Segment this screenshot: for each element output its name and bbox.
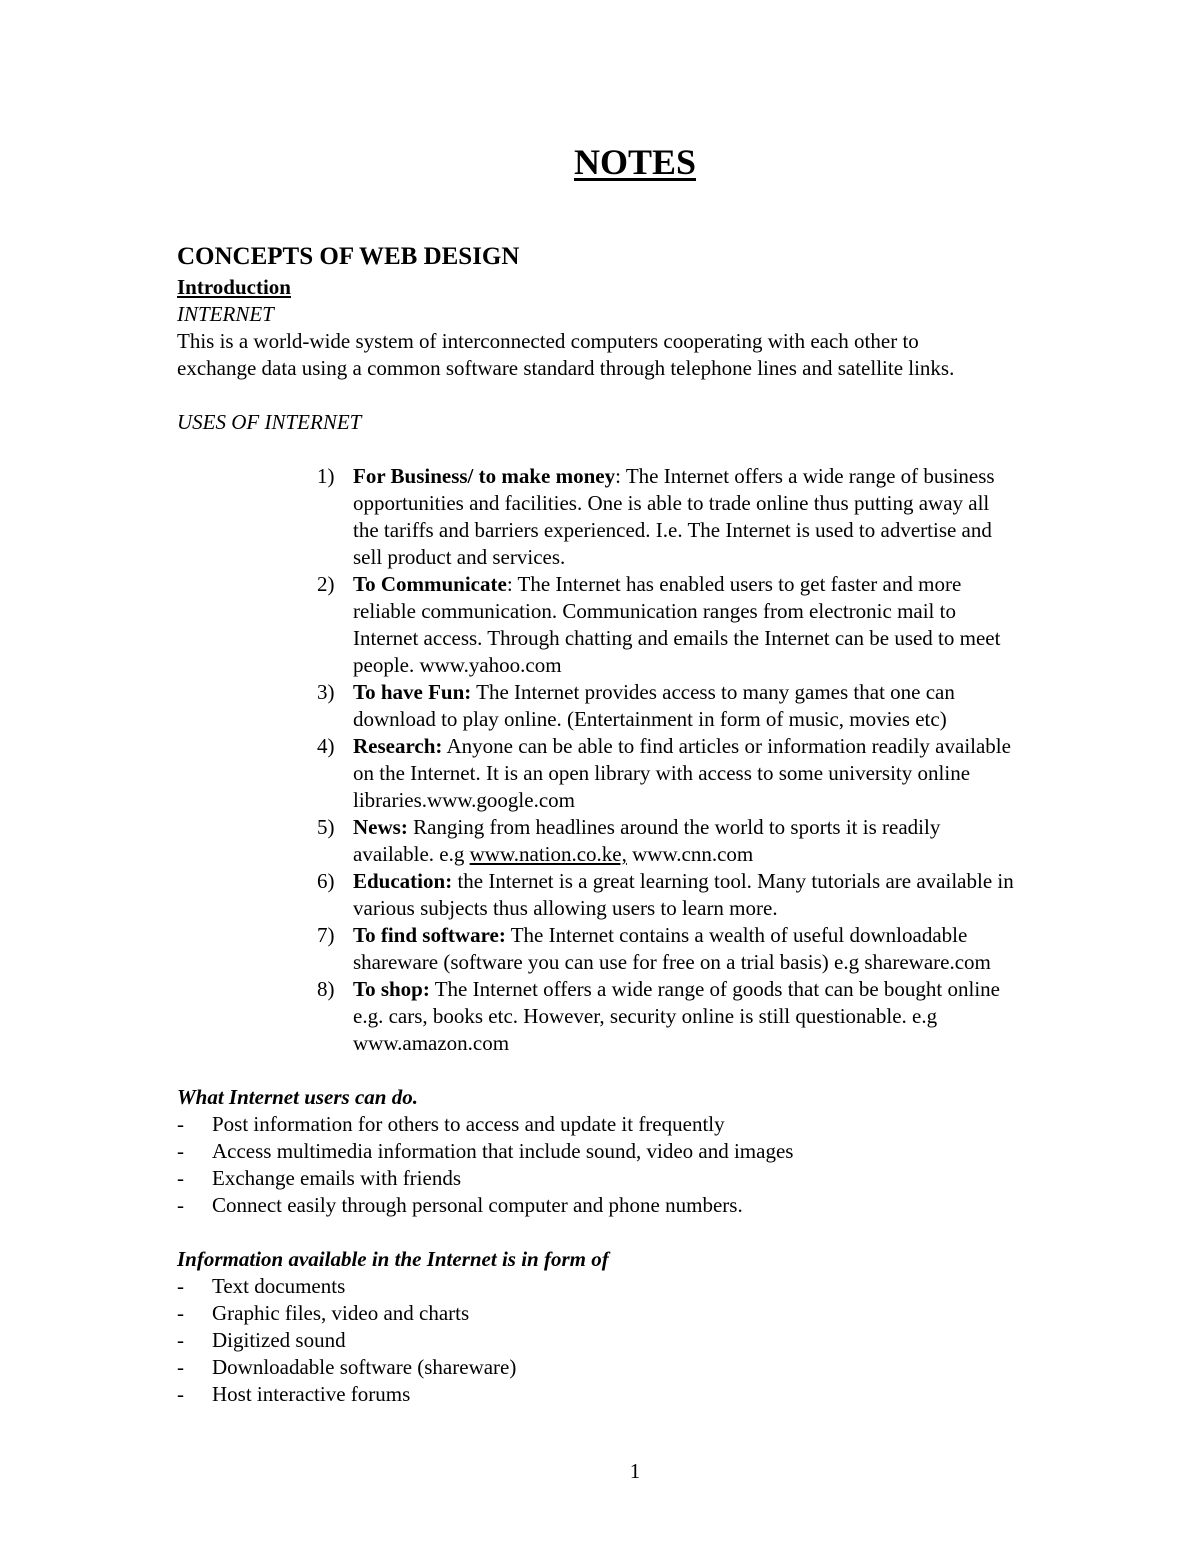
list-item [317, 922, 1097, 976]
list-text: Digitized sound [212, 1328, 346, 1352]
internet-heading: INTERNET [177, 302, 274, 326]
uses-heading: USES OF INTERNET [177, 410, 362, 434]
internet-definition-line-2: exchange data using a common software standard through telephone lines and satellite links. [177, 356, 955, 380]
spacer [177, 436, 1117, 463]
list-number: 8) [317, 977, 335, 1001]
list-text: Ranging from headlines around the world to sports it is readily [407, 815, 941, 839]
list-item [177, 1165, 1117, 1192]
list-term: To find software: [353, 923, 506, 947]
list-term-separator: : [615, 464, 621, 488]
list-number: 7) [317, 923, 335, 947]
spacer [177, 1219, 1117, 1246]
list-number: 2) [317, 572, 335, 596]
info-list [177, 1273, 1117, 1408]
page-number: 1 [629, 1459, 641, 1483]
list-item [317, 679, 1097, 733]
list-text: Internet access. Through chatting and emails the Internet can be used to meet [353, 626, 1001, 650]
list-item [177, 1273, 1117, 1300]
uses-list [317, 463, 1097, 1057]
list-number: 6) [317, 869, 335, 893]
list-number: 5) [317, 815, 335, 839]
list-text: Downloadable software (shareware) [212, 1355, 517, 1379]
intro-heading: Introduction [177, 275, 291, 299]
list-item [317, 571, 1097, 679]
list-text: Access multimedia information that include sound, video and images [212, 1139, 794, 1163]
list-term: To have Fun: [353, 680, 472, 704]
list-item [317, 733, 1097, 814]
internet-definition-line-1: This is a world-wide system of interconnected computers cooperating with each other to [177, 329, 919, 353]
list-text: The Internet offers a wide range of goods that can be bought online [429, 977, 1000, 1001]
dash-bullet: - [177, 1355, 184, 1379]
list-item [177, 1354, 1117, 1381]
document-content [177, 240, 1117, 1408]
news-link[interactable]: www.nation.co.ke, [469, 842, 627, 866]
list-text: The Internet has enabled users to get faster and more [512, 572, 962, 596]
list-text: Post information for others to access and update it frequently [212, 1112, 725, 1136]
dash-bullet: - [177, 1193, 184, 1217]
list-text: Connect easily through personal computer and phone numbers. [212, 1193, 743, 1217]
dash-bullet: - [177, 1166, 184, 1190]
spacer [177, 382, 1117, 409]
dash-bullet: - [177, 1112, 184, 1136]
list-number: 3) [317, 680, 335, 704]
dash-bullet: - [177, 1274, 184, 1298]
list-term: Research: [353, 734, 443, 758]
list-text: Exchange emails with friends [212, 1166, 462, 1190]
list-text: the Internet is a great learning tool. Many tutorials are available in [452, 869, 1014, 893]
list-text: opportunities and facilities. One is able to trade online thus putting away all [353, 491, 990, 515]
list-text: Anyone can be able to find articles or information readily available [442, 734, 1011, 758]
spacer [177, 1057, 1117, 1084]
list-term: Education: [353, 869, 453, 893]
list-item [177, 1381, 1117, 1408]
list-text: Graphic files, video and charts [212, 1301, 470, 1325]
list-item [317, 868, 1097, 922]
info-heading: Information available in the Internet is in form of [177, 1247, 609, 1271]
users-list [177, 1111, 1117, 1219]
list-text: The Internet contains a wealth of useful downloadable [505, 923, 968, 947]
list-item [317, 463, 1097, 571]
dash-bullet: - [177, 1139, 184, 1163]
list-term: For Business/ to make money [353, 464, 616, 488]
list-text: Host interactive forums [212, 1382, 411, 1406]
list-text: e.g. cars, books etc. However, security online is still questionable. e.g [353, 1004, 938, 1028]
list-text: reliable communication. Communication ranges from electronic mail to [353, 599, 956, 623]
list-text: www.cnn.com [626, 842, 754, 866]
page-title: NOTES [573, 142, 697, 182]
list-text: people. www.yahoo.com [353, 653, 562, 677]
list-text: libraries.www.google.com [353, 788, 575, 812]
list-text: The Internet provides access to many games that one can [471, 680, 955, 704]
list-text: shareware (software you can use for free on a trial basis) e.g shareware.com [353, 950, 991, 974]
list-text: available. e.g [353, 842, 470, 866]
list-term: News: [353, 815, 408, 839]
list-item [177, 1111, 1117, 1138]
list-text: various subjects thus allowing users to learn more. [353, 896, 778, 920]
list-text: the tariffs and barriers experienced. I.e. The Internet is used to advertise and [353, 518, 992, 542]
list-term-separator: : [506, 572, 513, 596]
list-number: 4) [317, 734, 335, 758]
dash-bullet: - [177, 1301, 184, 1325]
dash-bullet: - [177, 1382, 184, 1406]
list-text: sell product and services. [353, 545, 566, 569]
section-title: CONCEPTS OF WEB DESIGN [177, 243, 520, 270]
list-item [177, 1300, 1117, 1327]
list-term: To Communicate [353, 572, 507, 596]
list-item [177, 1327, 1117, 1354]
list-text: Text documents [212, 1274, 346, 1298]
list-number: 1) [317, 464, 335, 488]
list-term: To shop: [353, 977, 430, 1001]
dash-bullet: - [177, 1328, 184, 1352]
list-text: The Internet offers a wide range of business [620, 464, 995, 488]
list-text: download to play online. (Entertainment in form of music, movies etc) [353, 707, 947, 731]
list-text: www.amazon.com [353, 1031, 510, 1055]
users-heading: What Internet users can do. [177, 1085, 418, 1109]
list-text: on the Internet. It is an open library with access to some university online [353, 761, 971, 785]
list-item [317, 814, 1097, 868]
list-item [177, 1138, 1117, 1165]
list-item [317, 976, 1097, 1057]
list-item [177, 1192, 1117, 1219]
